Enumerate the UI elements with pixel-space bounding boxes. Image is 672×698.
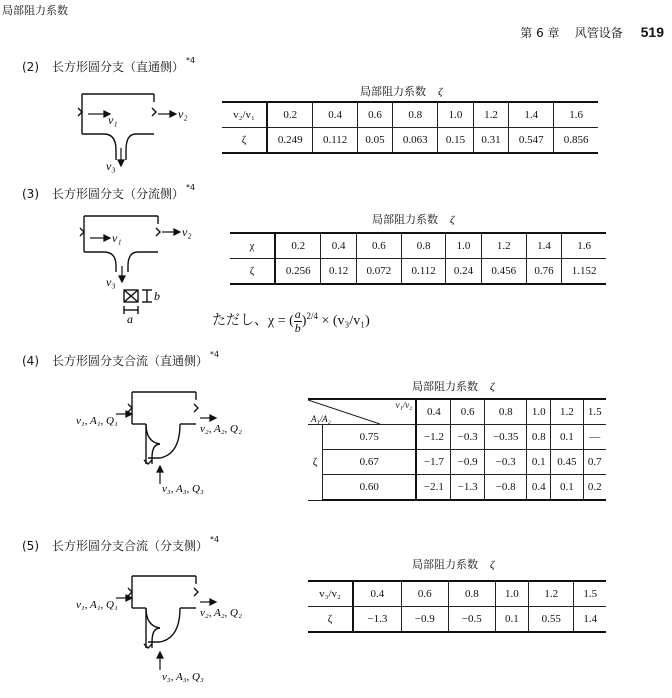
table-cell: 1.152 — [562, 259, 606, 285]
dimension-b-label: b — [154, 289, 160, 303]
section-heading: 长方形圆分支（分流侧） — [52, 187, 185, 201]
table-cell: 0.1 — [551, 425, 583, 450]
table-cell: — — [583, 425, 606, 450]
table-cell: 0.063 — [393, 128, 438, 154]
velocity-v1-label: v₁ — [108, 113, 118, 127]
column-header: 0.4 — [416, 399, 450, 425]
section-2-title — [22, 56, 196, 75]
table-cell: 0.8 — [401, 233, 445, 259]
table-cell: 1.6 — [562, 233, 606, 259]
section-heading: 长方形圆分支（直通侧） — [52, 60, 185, 74]
table-cell: −2.1 — [416, 475, 450, 501]
table-cell: 1.2 — [528, 581, 573, 607]
velocity-v3-label: v₃ — [106, 159, 116, 173]
table-cell: 0.4 — [313, 102, 357, 128]
branch-straight-diagram — [70, 90, 200, 175]
table-cell: 0.1 — [495, 607, 528, 633]
chapter-number: 第 6 章 — [520, 26, 560, 40]
table-cell: 0.8 — [527, 425, 551, 450]
row-header: v₃/v₂ — [308, 581, 353, 607]
running-header-left: 局部阻力系数 — [2, 4, 68, 17]
section-number: (2) — [22, 60, 39, 74]
diagonal-header-cell — [308, 399, 416, 425]
table-cell: −0.5 — [448, 607, 495, 633]
corner-top-label: v₁/v₂ — [395, 400, 413, 410]
table-cell: 0.4 — [321, 233, 356, 259]
table-cell: −1.7 — [416, 450, 450, 475]
row-header: v₂/v₁ — [222, 102, 267, 128]
table-cell: 0.31 — [473, 128, 508, 154]
section-heading: 长方形圆分支合流（直通侧） — [52, 354, 209, 368]
table-cell: 1.2 — [473, 102, 508, 128]
column-header: 0.8 — [484, 399, 526, 425]
table-cell: 1.0 — [438, 102, 473, 128]
table-cell: 1.6 — [554, 102, 598, 128]
table-cell: 0.05 — [357, 128, 392, 154]
footnote-mark: *4 — [210, 535, 220, 544]
table-cell: 0.12 — [321, 259, 356, 285]
footnote-mark: *4 — [186, 183, 196, 192]
table-5 — [308, 580, 606, 633]
table-2-caption — [360, 83, 442, 99]
table-cell: 0.2 — [583, 475, 606, 501]
table-cell: 0.112 — [313, 128, 357, 154]
column-header: 1.2 — [551, 399, 583, 425]
row-header: ζ — [308, 607, 353, 633]
running-header-right — [520, 24, 664, 41]
zeta-symbol: ζ — [438, 86, 443, 98]
table-cell: −1.2 — [416, 425, 450, 450]
table-4 — [308, 398, 606, 501]
table-cell: −1.3 — [353, 607, 401, 633]
table-cell: 0.2 — [275, 233, 321, 259]
corner-bottom-label: A₁/A₂ — [311, 414, 331, 424]
area-ratio-cell: 0.75 — [323, 425, 417, 450]
table-row — [308, 475, 606, 501]
zeta-symbol: ζ — [450, 214, 455, 226]
velocity-v3-label: v₃ — [106, 275, 116, 289]
table-cell: 0.256 — [275, 259, 321, 285]
table-row — [308, 425, 606, 450]
section-5-title — [22, 535, 220, 554]
table-cell: 0.112 — [401, 259, 445, 285]
table-cell: 0.24 — [446, 259, 481, 285]
table-cell: 0.8 — [393, 102, 438, 128]
table-cell: 0.4 — [527, 475, 551, 501]
caption-text: 局部阻力系数 — [412, 380, 478, 393]
column-header: 1.0 — [527, 399, 551, 425]
table-cell: 1.0 — [495, 581, 528, 607]
table-cell: 0.8 — [448, 581, 495, 607]
formula-suffix: × (v₃/v₁) — [321, 313, 370, 329]
table-cell: 1.0 — [446, 233, 481, 259]
formula-prefix: ただし、χ = — [212, 313, 286, 329]
section-3-title — [22, 183, 196, 202]
branch-diverging-diagram — [72, 210, 202, 325]
table-cell: 0.6 — [401, 581, 448, 607]
table-5-caption — [412, 556, 494, 572]
table-cell: −0.3 — [451, 425, 485, 450]
section-number: (5) — [22, 539, 39, 553]
table-cell: −0.3 — [484, 450, 526, 475]
section-number: (3) — [22, 187, 39, 201]
caption-text: 局部阻力系数 — [372, 213, 438, 226]
table-cell: 1.4 — [509, 102, 554, 128]
section-number: (4) — [22, 354, 39, 368]
formula-exponent: 2/4 — [306, 311, 318, 322]
column-header: 1.5 — [583, 399, 606, 425]
table-cell: 0.6 — [356, 233, 401, 259]
inlet-1-label: v₁, A₁, Q₁ — [76, 599, 118, 611]
table-cell: 1.4 — [574, 607, 606, 633]
table-3-caption — [372, 211, 454, 227]
table-cell: −0.35 — [484, 425, 526, 450]
table-cell: 0.45 — [551, 450, 583, 475]
area-ratio-cell: 0.60 — [323, 475, 417, 501]
formula-denominator: b — [294, 321, 301, 335]
table-cell: 0.76 — [526, 259, 561, 285]
dimension-a-label: a — [127, 312, 133, 325]
outlet-2-label: v₂, A₂, Q₂ — [200, 607, 242, 619]
outlet-2-label: v₂, A₂, Q₂ — [200, 423, 242, 435]
table-cell: −0.9 — [451, 450, 485, 475]
table-cell: 0.856 — [554, 128, 598, 154]
table-cell: 0.1 — [551, 475, 583, 501]
section-4-title — [22, 350, 220, 369]
table-cell: −0.9 — [401, 607, 448, 633]
chapter-title: 风管设备 — [574, 26, 623, 40]
table-cell: 1.5 — [574, 581, 606, 607]
zeta-symbol: ζ — [490, 381, 495, 393]
inlet-1-label: v₁, A₁, Q₁ — [76, 415, 118, 427]
formula-fraction — [294, 308, 302, 335]
table-cell: 0.072 — [356, 259, 401, 285]
table-2 — [222, 101, 598, 154]
table-cell: 0.4 — [353, 581, 401, 607]
merge-straight-diagram — [76, 384, 286, 499]
area-ratio-cell: 0.67 — [323, 450, 417, 475]
table-cell: 0.7 — [583, 450, 606, 475]
table-cell: 1.4 — [526, 233, 561, 259]
table-cell: 0.249 — [267, 128, 313, 154]
velocity-v2-label: v₂ — [182, 225, 192, 239]
table-4-caption — [412, 378, 494, 394]
table-cell: 0.15 — [438, 128, 473, 154]
table-cell: 0.6 — [357, 102, 392, 128]
footnote-mark: *4 — [210, 350, 220, 359]
caption-text: 局部阻力系数 — [412, 558, 478, 571]
table-cell: 0.547 — [509, 128, 554, 154]
table-cell: 0.55 — [528, 607, 573, 633]
velocity-v1-label: v₁ — [112, 231, 122, 245]
table-cell: 0.456 — [481, 259, 526, 285]
inlet-3-label: v₃, A₃, Q₃ — [162, 671, 204, 683]
formula-numerator: a — [294, 307, 301, 321]
table-cell: 0.2 — [267, 102, 313, 128]
table-row — [308, 450, 606, 475]
table-3 — [230, 232, 606, 285]
column-header: 0.6 — [451, 399, 485, 425]
merge-branch-diagram — [76, 568, 286, 686]
caption-text: 局部阻力系数 — [360, 85, 426, 98]
row-header: ζ — [222, 128, 267, 154]
section-heading: 长方形圆分支合流（分支侧） — [52, 539, 209, 553]
page-number: 519 — [640, 24, 664, 40]
table-cell: −1.3 — [451, 475, 485, 501]
footnote-mark: *4 — [186, 56, 196, 65]
zeta-row-label: ζ — [308, 425, 323, 501]
ratio-formula: ただし、χ = ( $\frac{a}{b}$ )$^{2/4}$ × (v₃/v₁) — [212, 307, 370, 335]
row-header: ζ — [230, 259, 275, 285]
zeta-symbol: ζ — [490, 559, 495, 571]
table-cell: 1.2 — [481, 233, 526, 259]
table-cell: 0.1 — [527, 450, 551, 475]
inlet-3-label: v₃, A₃, Q₃ — [162, 483, 204, 495]
velocity-v2-label: v₂ — [178, 107, 188, 121]
row-header: χ — [230, 233, 275, 259]
table-cell: −0.8 — [484, 475, 526, 501]
